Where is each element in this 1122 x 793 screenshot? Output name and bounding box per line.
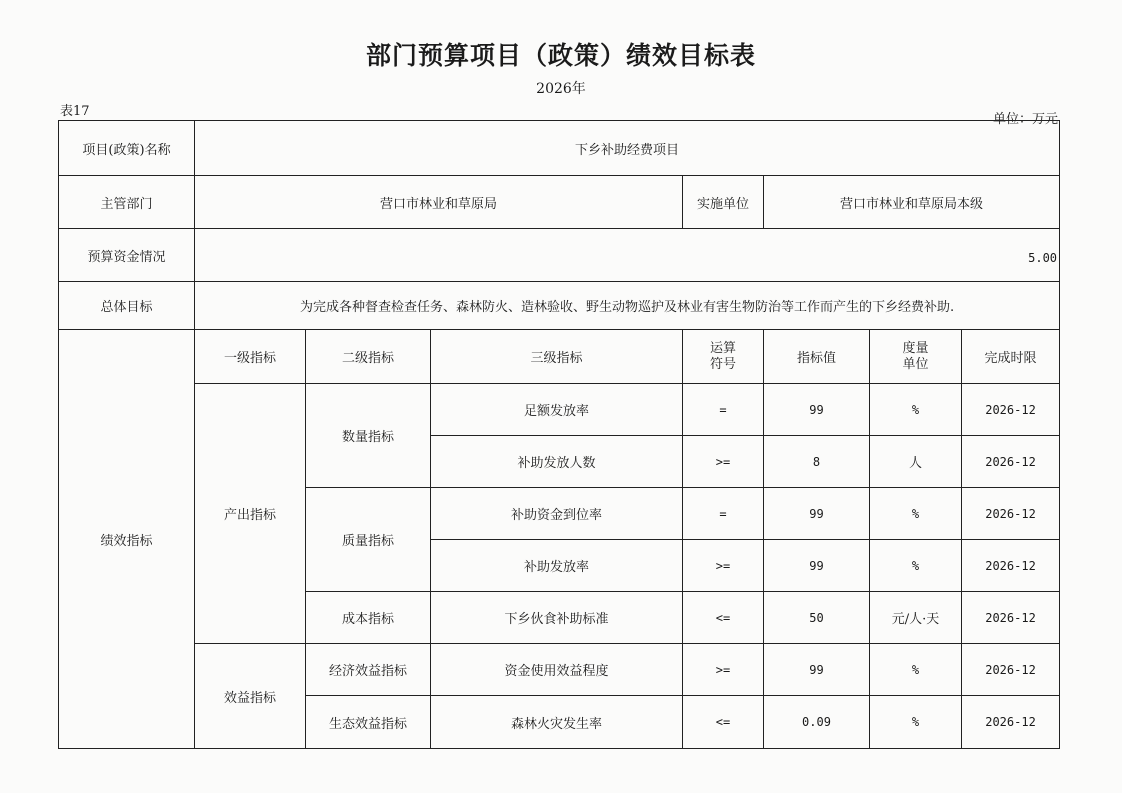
header-level2: 二级指标: [306, 330, 431, 384]
unit-label: 单位：万元: [992, 112, 1058, 127]
indicator-operator: >=: [683, 540, 764, 592]
table-row: [59, 384, 1060, 436]
header-value: 指标值: [764, 330, 870, 384]
indicators-section-label: 绩效指标: [59, 330, 195, 749]
page-title: 部门预算项目（政策）绩效目标表: [365, 41, 756, 70]
indicator-deadline: 2026-12: [962, 696, 1060, 749]
indicator-value: 50: [764, 592, 870, 644]
group-ecological: 生态效益指标: [306, 696, 431, 749]
indicator-deadline: 2026-12: [962, 488, 1060, 540]
indicator-unit: 元/人·天: [870, 592, 962, 644]
indicator-operator: >=: [683, 436, 764, 488]
project-name-label: 项目(政策)名称: [59, 121, 195, 176]
dept-label: 主管部门: [59, 176, 195, 229]
indicator-value: 8: [764, 436, 870, 488]
indicator-operator: <=: [683, 592, 764, 644]
indicator-deadline: 2026-12: [962, 436, 1060, 488]
header-operator-line1: 运算: [709, 340, 736, 356]
indicator-deadline: 2026-12: [962, 384, 1060, 436]
table-row: [59, 644, 1060, 696]
indicator-unit: %: [870, 540, 962, 592]
project-name-value: 下乡补助经费项目: [195, 121, 1060, 176]
indicator-name: 足额发放率: [431, 384, 683, 436]
header-level1: 一级指标: [195, 330, 306, 384]
indicator-operator: =: [683, 384, 764, 436]
indicator-deadline: 2026-12: [962, 592, 1060, 644]
indicator-name: 补助发放率: [431, 540, 683, 592]
indicator-unit: %: [870, 696, 962, 749]
indicator-unit: 人: [870, 436, 962, 488]
group-benefit: 效益指标: [195, 644, 306, 749]
indicator-value: 99: [764, 384, 870, 436]
header-unit: [870, 330, 962, 384]
budget-label: 预算资金情况: [59, 229, 195, 282]
year-label: 2026年: [536, 81, 586, 97]
indicator-name: 补助发放人数: [431, 436, 683, 488]
indicator-value: 99: [764, 644, 870, 696]
indicator-deadline: 2026-12: [962, 644, 1060, 696]
indicator-deadline: 2026-12: [962, 540, 1060, 592]
indicator-value: 99: [764, 540, 870, 592]
indicator-name: 补助资金到位率: [431, 488, 683, 540]
indicator-value: 0.09: [764, 696, 870, 749]
goal-value: 为完成各种督查检查任务、森林防火、造林验收、野生动物巡护及林业有害生物防治等工作而产生的下乡经费补助.: [195, 282, 1060, 330]
indicator-unit: %: [870, 384, 962, 436]
header-operator-line2: 符号: [709, 356, 736, 372]
group-cost: 成本指标: [306, 592, 431, 644]
header-level3: 三级指标: [431, 330, 683, 384]
indicator-name: 森林火灾发生率: [431, 696, 683, 749]
impl-value: 营口市林业和草原局本级: [764, 176, 1060, 229]
table-number: 表17: [60, 104, 90, 119]
group-quantity: 数量指标: [306, 384, 431, 488]
header-operator: [683, 330, 764, 384]
group-output: 产出指标: [195, 384, 306, 644]
group-economic: 经济效益指标: [306, 644, 431, 696]
performance-table: [58, 120, 1060, 749]
indicator-name: 下乡伙食补助标准: [431, 592, 683, 644]
header-deadline: 完成时限: [962, 330, 1060, 384]
goal-label: 总体目标: [59, 282, 195, 330]
indicator-unit: %: [870, 644, 962, 696]
group-quality: 质量指标: [306, 488, 431, 592]
header-unit-line2: 单位: [902, 356, 929, 372]
header-unit-line1: 度量: [902, 340, 929, 356]
indicator-operator: =: [683, 488, 764, 540]
budget-value: 5.00: [195, 229, 1060, 282]
indicator-unit: %: [870, 488, 962, 540]
indicator-operator: <=: [683, 696, 764, 749]
indicator-name: 资金使用效益程度: [431, 644, 683, 696]
indicator-value: 99: [764, 488, 870, 540]
impl-label: 实施单位: [683, 176, 764, 229]
indicator-operator: >=: [683, 644, 764, 696]
dept-value: 营口市林业和草原局: [195, 176, 683, 229]
